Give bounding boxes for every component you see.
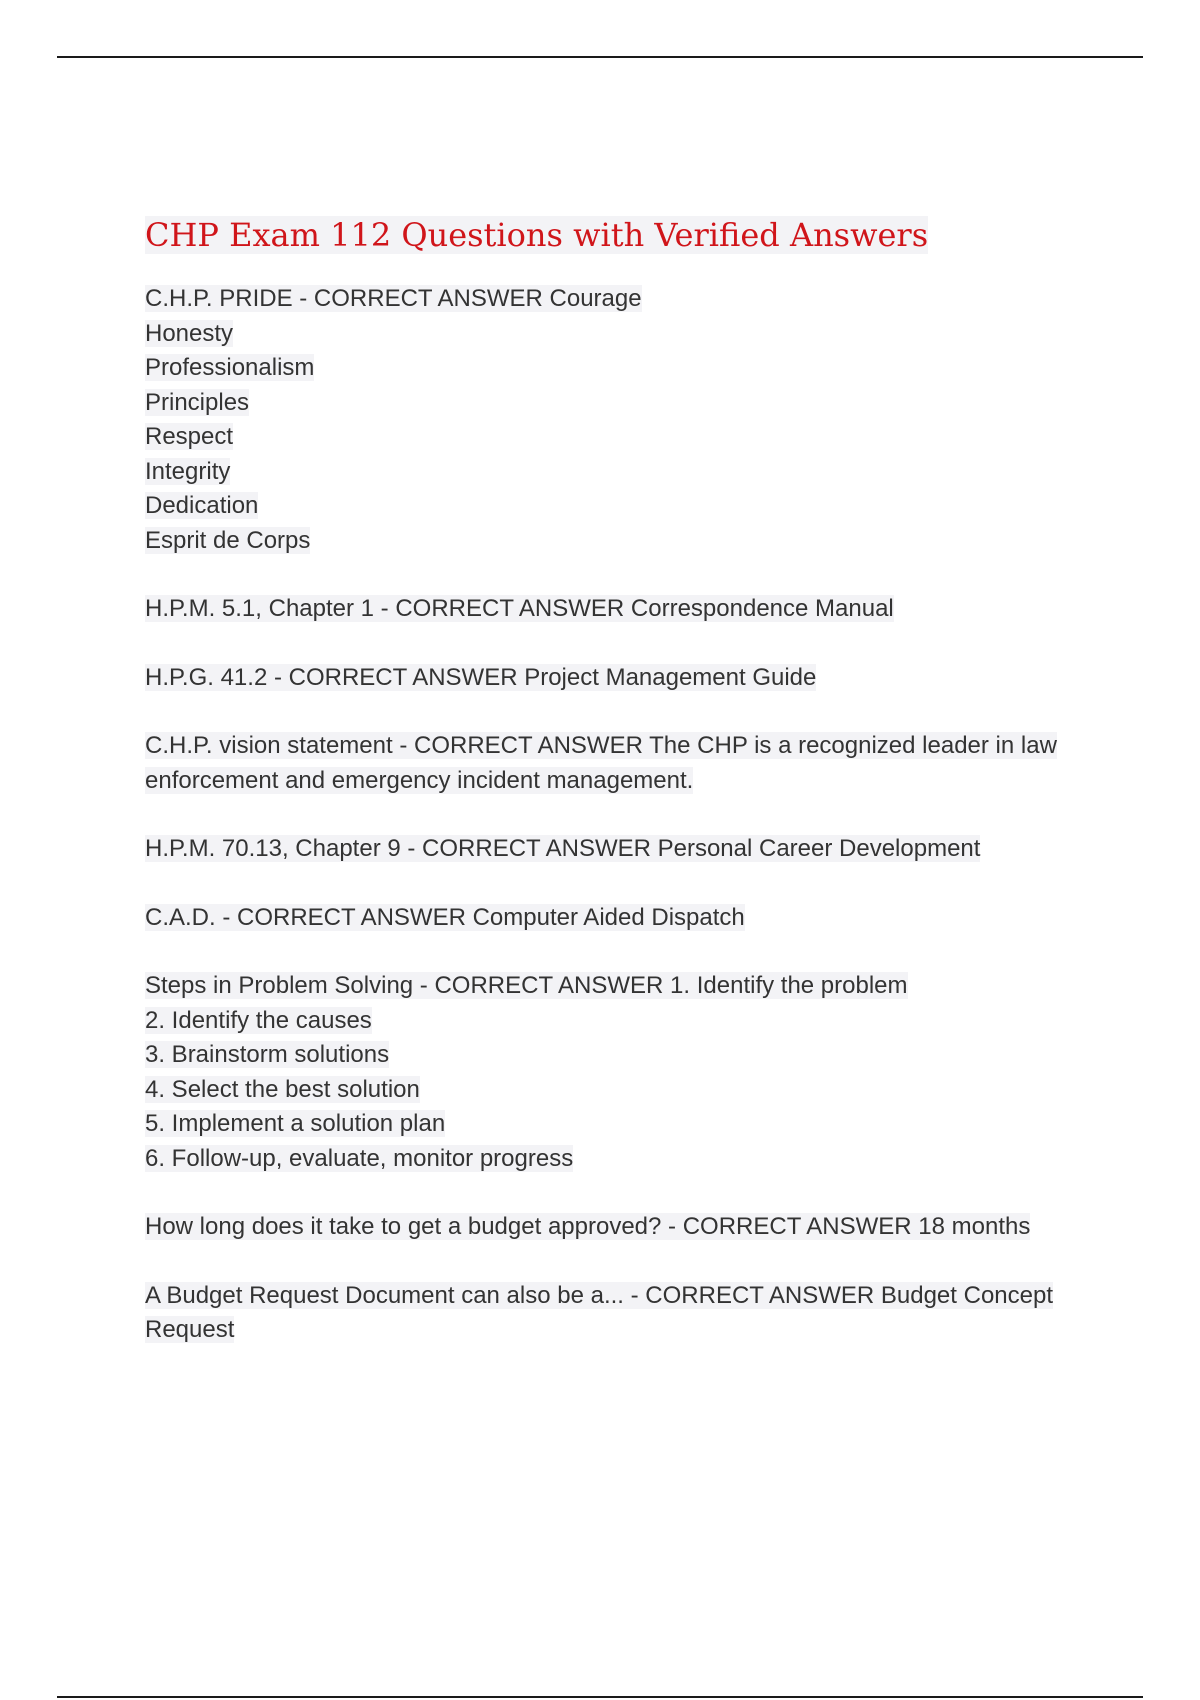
qa-entry bbox=[145, 661, 1095, 696]
header-rule bbox=[57, 56, 1143, 58]
qa-entry bbox=[145, 592, 1095, 627]
qa-entry bbox=[145, 1210, 1095, 1245]
document-title: CHP Exam 112 Questions with Verified Answers bbox=[145, 216, 929, 254]
entry-line: Professionalism bbox=[145, 354, 315, 381]
entry-line: H.P.G. 41.2 - CORRECT ANSWER Project Management Guide bbox=[145, 663, 817, 691]
qa-entry bbox=[145, 729, 1095, 798]
entry-line: Integrity bbox=[145, 457, 231, 485]
entry-line: Esprit de Corps bbox=[145, 526, 311, 554]
qa-entry bbox=[145, 832, 1095, 867]
entry-line: Honesty bbox=[145, 319, 234, 347]
qa-entry bbox=[145, 1279, 1095, 1348]
entry-line: C.H.P. PRIDE - CORRECT ANSWER Courage bbox=[145, 285, 642, 312]
entry-line: 6. Follow-up, evaluate, monitor progress bbox=[145, 1144, 574, 1172]
entry-line: 4. Select the best solution bbox=[145, 1075, 420, 1103]
entry-line: C.A.D. - CORRECT ANSWER Computer Aided Dispatch bbox=[145, 903, 745, 931]
entry-line: 3. Brainstorm solutions bbox=[145, 1041, 390, 1068]
entry-line: Respect bbox=[145, 423, 234, 450]
entry-line: H.P.M. 5.1, Chapter 1 - CORRECT ANSWER Correspondence Manual bbox=[145, 595, 894, 622]
entry-line: H.P.M. 70.13, Chapter 9 - CORRECT ANSWER Personal Career Development bbox=[145, 835, 981, 862]
entry-line: Steps in Problem Solving - CORRECT ANSWER 1. Identify the problem bbox=[145, 972, 908, 999]
document-body bbox=[145, 212, 1095, 1382]
qa-entry bbox=[145, 901, 1095, 936]
qa-entry bbox=[145, 282, 1095, 558]
entry-line: 2. Identify the causes bbox=[145, 1006, 372, 1034]
entry-line: enforcement and emergency incident management. bbox=[145, 766, 694, 794]
entry-line: Principles bbox=[145, 388, 250, 416]
entry-line: C.H.P. vision statement - CORRECT ANSWER The CHP is a recognized leader in law bbox=[145, 732, 1057, 759]
entry-line: Dedication bbox=[145, 492, 259, 519]
entry-line: Request bbox=[145, 1316, 235, 1343]
qa-entry bbox=[145, 969, 1095, 1176]
footer-rule bbox=[57, 1696, 1143, 1698]
entry-line: 5. Implement a solution plan bbox=[145, 1110, 446, 1137]
entry-line: A Budget Request Document can also be a... - CORRECT ANSWER Budget Concept bbox=[145, 1281, 1054, 1309]
entry-line: How long does it take to get a budget approved? - CORRECT ANSWER 18 months bbox=[145, 1213, 1031, 1240]
